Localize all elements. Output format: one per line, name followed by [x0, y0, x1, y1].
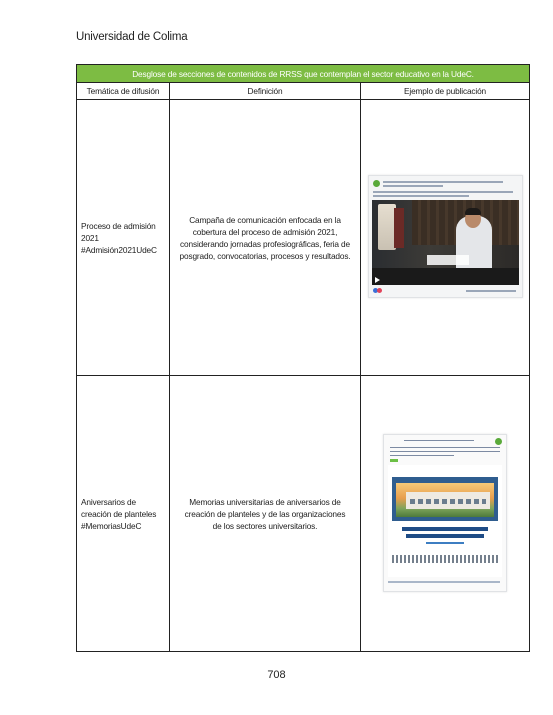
post-text-line [390, 447, 500, 449]
image-subline [426, 542, 464, 544]
theme-line: 2021 [81, 232, 99, 243]
post-meta-line [466, 290, 516, 292]
definition-line: posgrado, convocatorias, procesos y resultados. [179, 250, 351, 261]
lower-third-bar [427, 255, 469, 265]
photo-frame [392, 477, 498, 521]
column-header-example: Ejemplo de publicación [361, 83, 530, 100]
column-header-definition: Definición [170, 83, 361, 100]
definition-cell [170, 376, 361, 652]
theme-cell [77, 376, 170, 652]
table-caption-row [77, 65, 530, 83]
reactions-icon [373, 288, 385, 293]
definition-line: Campaña de comunicación enfocada en la [189, 214, 341, 225]
example-cell [361, 376, 530, 652]
building-windows [410, 499, 486, 504]
post-text-line [383, 185, 443, 187]
definition-line: Memorias universitarias de aniversarios de [189, 496, 341, 507]
image-headline-line [402, 527, 488, 531]
running-header: Universidad de Colima [76, 31, 188, 43]
content-table [76, 64, 530, 652]
post-text-line [373, 195, 469, 197]
table-row [77, 100, 530, 376]
definition-line: de los sectores universitarios. [212, 520, 318, 531]
post-text-line [404, 440, 474, 442]
table-header-row [77, 83, 530, 100]
post-text-line [373, 191, 513, 193]
theme-hashtag: #MemoriasUdeC [81, 520, 142, 531]
table-row [77, 376, 530, 652]
post-text-line [390, 451, 500, 453]
theme-line: Proceso de admisión [81, 220, 156, 231]
speaker-hair [465, 208, 481, 215]
post-text-line [390, 455, 454, 457]
theme-cell [77, 100, 170, 376]
theme-line: Aniversarios de [81, 496, 136, 507]
column-header-theme: Temática de difusión [77, 83, 170, 100]
play-icon [375, 277, 380, 283]
post-text-line [383, 181, 503, 183]
theme-line: creación de planteles [81, 508, 157, 519]
video-frame [372, 200, 519, 285]
video-post-screenshot [368, 175, 523, 298]
hashtag-highlight [390, 459, 398, 462]
post-meta-line [388, 581, 500, 583]
flag-shape [394, 208, 404, 248]
desk-shape [372, 268, 519, 285]
post-image-card [388, 465, 502, 577]
definition-cell [170, 100, 361, 376]
page-avatar-icon [373, 180, 380, 187]
page-number: 708 [267, 669, 286, 681]
definition-line: cobertura del proceso de admisión 2021, [192, 226, 338, 237]
image-headline-line [406, 534, 484, 538]
logos-strip [392, 555, 498, 563]
definition-line: considerando jornadas profesiográficas, feria de [180, 238, 350, 249]
theme-hashtag: #Admisión2021UdeC [81, 244, 157, 255]
image-post-screenshot [383, 434, 507, 592]
definition-line: creación de planteles y de las organizaciones [184, 508, 346, 519]
example-cell [361, 100, 530, 376]
table-caption: Desglose de secciones de contenidos de RRSS que contemplan el sector educativo en la UdeC. [77, 65, 530, 83]
page-avatar-icon [495, 438, 502, 445]
